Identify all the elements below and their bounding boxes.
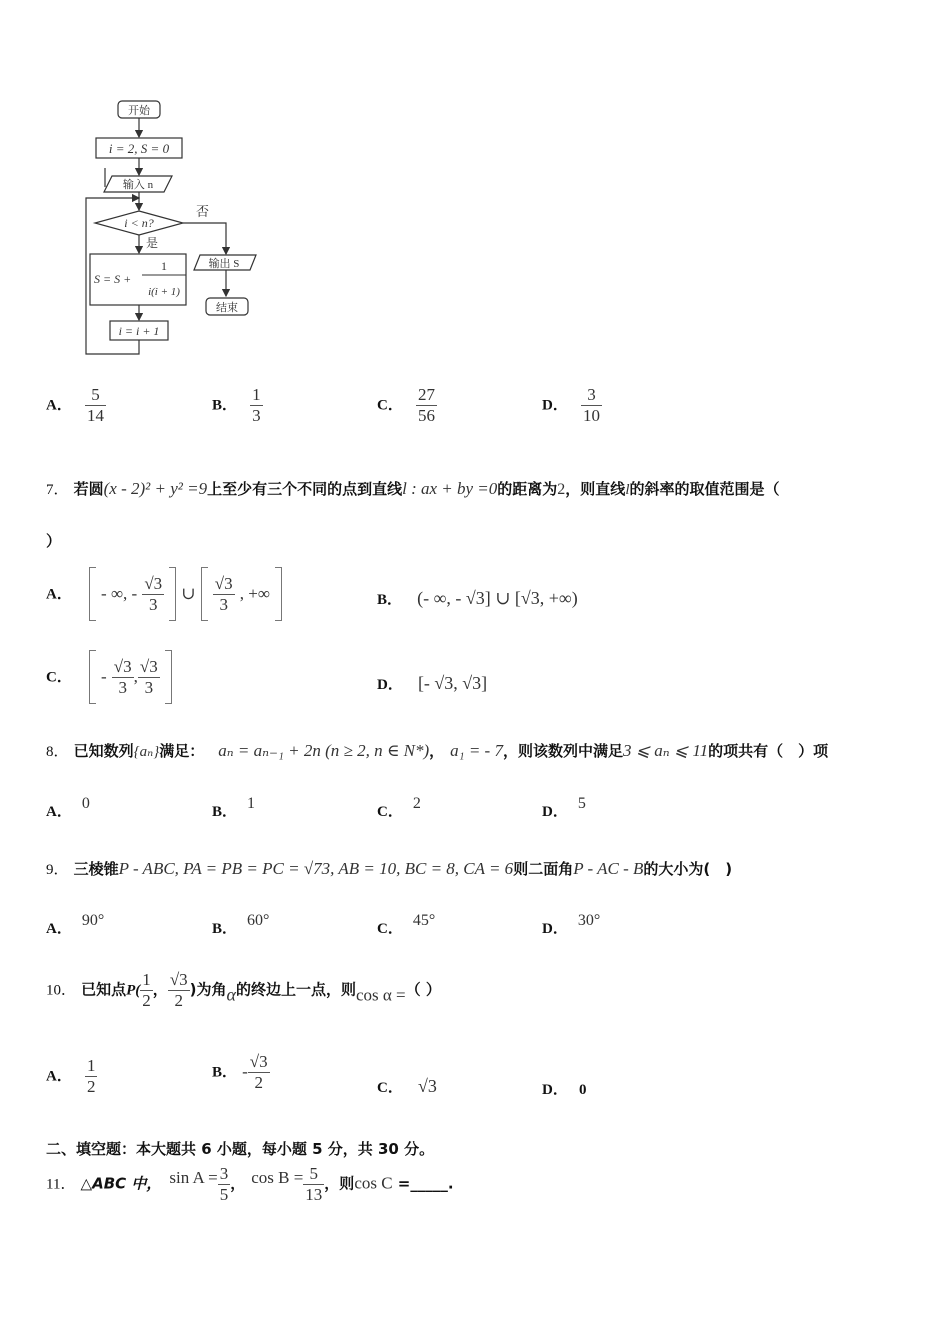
flowchart-no: 否 <box>196 204 210 219</box>
q9-option-a[interactable]: A． 90° <box>46 912 105 937</box>
question-7-close: ） <box>46 532 62 550</box>
question-8: 8． 已知数列{aₙ}满足： aₙ = aₙ₋₁ + 2n (n ≥ 2, n ∈ N*)， a₁ = - 7，则该数列中满足3 ⩽ aₙ ⩽ 11的项共有（ ）项 <box>46 741 829 760</box>
answer-blank[interactable]: =_____. <box>392 1174 454 1193</box>
q7-option-d[interactable]: D． [- √3, √3] <box>377 673 488 693</box>
question-7: 7． 若圆(x - 2)² + y² =9上至少有三个不同的点到直线l : ax + by =0的距离为2，则直线l的斜率的取值范围是（ <box>46 479 780 498</box>
question-number: 11． <box>46 1176 76 1193</box>
option-label: A． <box>46 921 72 937</box>
q8-option-b[interactable]: B． 1 <box>212 795 256 820</box>
q10-option-a[interactable]: A． $\frac{1}{2}$ <box>46 1056 96 1096</box>
question-number: 8． <box>46 744 69 760</box>
flowchart-incr: i = i + 1 <box>118 324 160 338</box>
flowchart-cond: i < n? <box>124 216 154 230</box>
question-number: 9． <box>46 862 69 878</box>
question-number: 10． <box>46 982 77 999</box>
recurrence: aₙ = aₙ₋₁ + 2n (n ≥ 2, n ∈ N*) <box>218 741 430 760</box>
q8-option-d[interactable]: D． 5 <box>542 795 586 820</box>
pyramid-condition: P - ABC, PA = PB = PC = √73, AB = 10, BC = 8, CA = 6 <box>118 859 514 878</box>
q9-option-c[interactable]: C． 45° <box>377 912 436 937</box>
option-label: D． <box>542 1082 568 1098</box>
question-9: 9． 三棱锥P - ABC, PA = PB = PC = √73, AB = 10, BC = 8, CA = 6则二面角P - AC - B的大小为( ) <box>46 859 733 878</box>
option-label: D． <box>377 677 403 693</box>
flowchart-input: 输入 n <box>122 179 154 191</box>
option-label: C． <box>377 921 403 937</box>
flowchart-end: 结束 <box>216 302 238 314</box>
question-number: 7． <box>46 482 69 498</box>
option-label: D． <box>542 804 568 820</box>
option-label: A． <box>46 804 72 820</box>
q10-option-d[interactable]: D． 0 <box>542 1082 587 1098</box>
option-label: B． <box>212 1064 238 1081</box>
flowchart-start: 开始 <box>128 105 150 117</box>
option-label: B． <box>212 921 238 937</box>
option-label: C． <box>46 669 72 686</box>
flowchart-body-lhs: S = S + <box>94 272 132 286</box>
q10-option-c[interactable]: C． √3 <box>377 1076 437 1096</box>
q6-option-d[interactable] <box>542 385 602 425</box>
option-label: C． <box>377 804 403 820</box>
option-label: C． <box>377 397 403 414</box>
option-label: D． <box>542 397 568 414</box>
q6-option-b[interactable] <box>212 385 263 425</box>
option-label: B． <box>377 592 403 608</box>
line-equation: l : ax + by =0 <box>402 479 498 498</box>
question-10: 10． 已知点P( $\frac{1}{2}$ ， $\frac{√3}{2}$ )为角α的终边上一点，则cos α =（ ） <box>46 970 441 1010</box>
flowchart-yes: 是 <box>146 236 159 250</box>
circle-equation: (x - 2)² + y² =9 <box>103 479 208 498</box>
flowchart-output: 输出 S <box>208 258 240 270</box>
option-fraction: $\frac{3}{10}$ <box>582 385 600 425</box>
option-fraction: $\frac{27}{56}$ <box>417 385 435 425</box>
option-label: B． <box>212 804 238 820</box>
q9-option-b[interactable]: B． 60° <box>212 912 270 937</box>
option-fraction: $\frac{1}{3}$ <box>252 385 261 425</box>
q7-option-c[interactable]: C． - $\frac{√3}{3}$ , $\frac{√3}{3}$ <box>46 650 172 704</box>
q8-option-c[interactable]: C． 2 <box>377 795 421 820</box>
option-label: A． <box>46 1068 72 1085</box>
flowchart-body-num: 1 <box>161 259 167 273</box>
option-label: A． <box>46 586 72 603</box>
section-heading: 二、填空题：本大题共 6 小题，每小题 5 分，共 30 分。 <box>46 1140 435 1158</box>
q8-option-a[interactable]: A． 0 <box>46 795 90 820</box>
q7-option-a[interactable]: A． - ∞, - $\frac{√3}{3}$ ∪ $\frac{√3}{3}$ , +∞ <box>46 567 282 621</box>
question-11: 11． △ABC 中， sin A = $\frac{3}{5}$ ， cos B = $\frac{5}{13}$ ，则cos C =_____. <box>46 1164 454 1204</box>
flowchart <box>80 95 280 365</box>
option-label: C． <box>377 1080 403 1096</box>
flowchart-body-den: i(i + 1) <box>148 286 180 298</box>
option-label: D． <box>542 921 568 937</box>
q7-option-b[interactable]: B． (- ∞, - √3] ∪ [√3, +∞) <box>377 588 578 608</box>
q6-option-a[interactable] <box>46 385 106 425</box>
q6-option-c[interactable] <box>377 385 437 425</box>
option-label: B． <box>212 397 238 414</box>
flowchart-init: i = 2, S = 0 <box>108 141 170 156</box>
q9-option-d[interactable]: D． 30° <box>542 912 601 937</box>
option-label: A． <box>46 397 72 414</box>
option-fraction: $\frac{5}{14}$ <box>86 385 104 425</box>
q10-option-b[interactable]: B． - $\frac{√3}{2}$ <box>212 1052 268 1092</box>
